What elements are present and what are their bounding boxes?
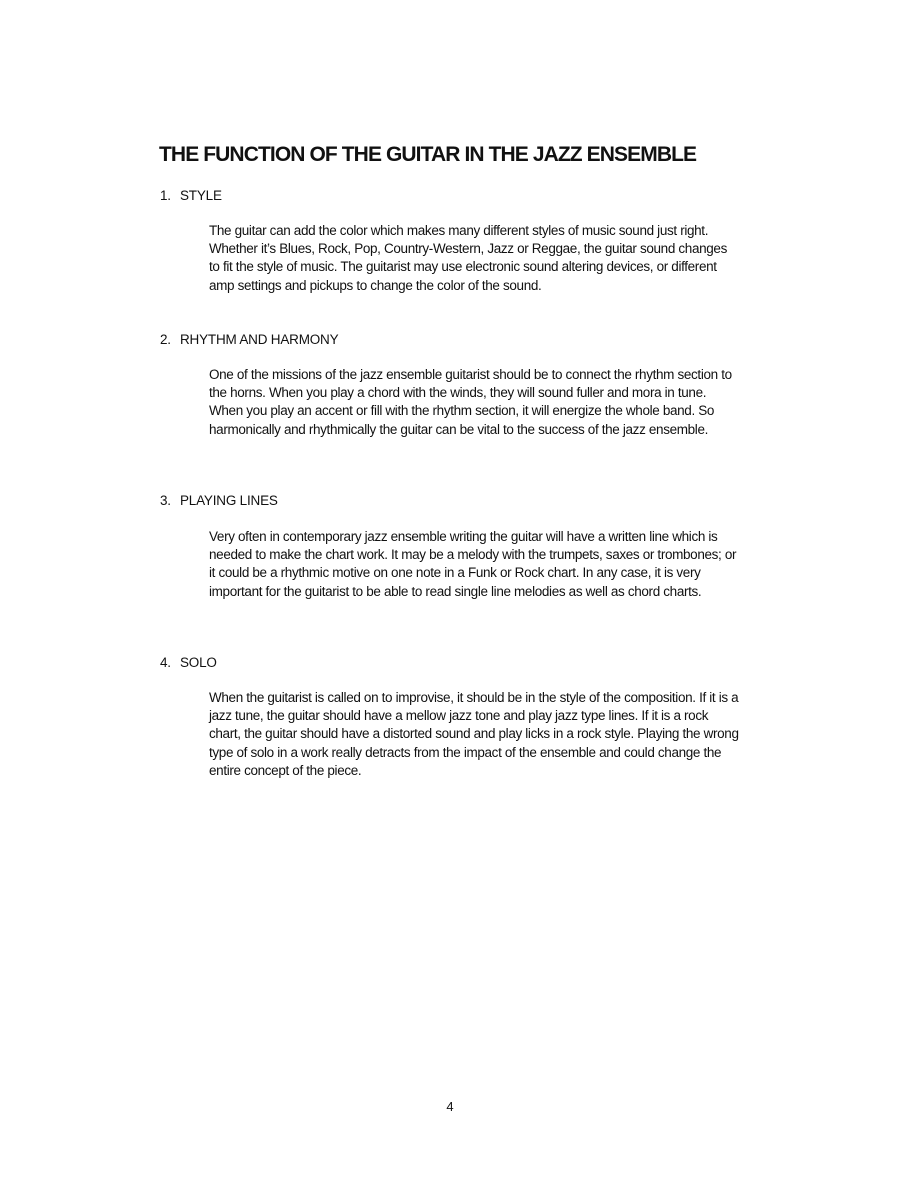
section-number: 3. — [160, 493, 171, 508]
section-body: One of the missions of the jazz ensemble guitarist should be to connect the rhythm section to the horns. When you play a chord with the winds, they will sound fuller and mora in tune. When you play an accent or fill with the rhythm section, it will energize the whole band. So harmonically and rhythmically the guitar can be vital to the success of the jazz ensemble. — [209, 367, 732, 437]
page-number: 4 — [446, 1099, 454, 1114]
section-heading — [160, 188, 222, 203]
section-number: 4. — [160, 655, 171, 670]
section-heading-text: RHYTHM AND HARMONY — [180, 332, 339, 347]
section-body: Very often in contemporary jazz ensemble writing the guitar will have a written line which is needed to make the chart work. It may be a melody with the trumpets, saxes or trombones; or it could be a rhythmic motive on one note in a Funk or Rock chart. In any case, it is very important for the guitarist to be able to read single line melodies as well as chord charts. — [209, 529, 737, 599]
section-heading — [160, 493, 278, 508]
section-heading — [160, 332, 338, 347]
section-body: The guitar can add the color which makes many different styles of music sound just right. Whether it’s Blues, Rock, Pop, Country-Western, Jazz or Reggae, the guitar sound changes to fit the style of music. The guitarist may use electronic sound altering devices, or different amp settings and pickups to change the color of the sound. — [209, 223, 727, 293]
section-number: 2. — [160, 332, 171, 347]
section-heading-text: PLAYING LINES — [180, 493, 278, 508]
page-title: THE FUNCTION OF THE GUITAR IN THE JAZZ ENSEMBLE — [159, 143, 697, 166]
section-number: 1. — [160, 188, 171, 203]
section-body: When the guitarist is called on to improvise, it should be in the style of the composition. If it is a jazz tune, the guitar should have a mellow jazz tone and play jazz type lines. If it is a rock chart, the guitar should have a distorted sound and play licks in a rock style. Playing the wrong type of solo in a work really detracts from the impact of the ensemble and could change the entire concept of the piece. — [209, 690, 739, 778]
section-heading-text: SOLO — [180, 655, 217, 670]
section-heading-text: STYLE — [180, 188, 222, 203]
section-heading — [160, 655, 217, 670]
